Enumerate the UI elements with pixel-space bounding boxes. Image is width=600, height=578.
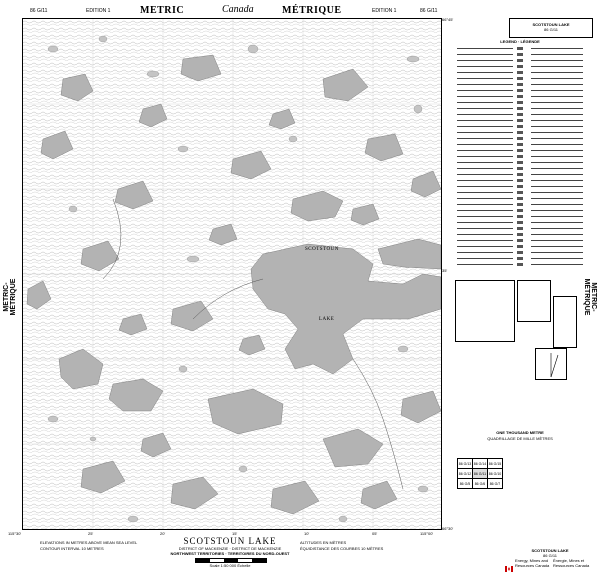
bottom-sheet: 86 G/11 bbox=[543, 553, 557, 558]
lon-mark-15: 15' bbox=[232, 531, 238, 536]
index-cell[interactable]: 86 G/15 bbox=[488, 459, 503, 469]
sheet-number-left: 86 G/11 bbox=[30, 8, 48, 14]
title-box bbox=[509, 18, 593, 38]
grid-zone-label: QUADRILLAGE DE MILLE MÈTRES bbox=[487, 436, 553, 441]
bottom-title: SCOTSTOUN LAKE bbox=[531, 548, 569, 553]
north-arrow-icon bbox=[536, 349, 566, 379]
legend-panel bbox=[445, 18, 595, 566]
index-cell[interactable]: 86 G/13 bbox=[458, 459, 473, 469]
elevation-note-en: ELEVATIONS IN METRES ABOVE MEAN SEA LEVEL bbox=[40, 540, 138, 545]
corner-ne-lat: 66°45' bbox=[442, 17, 454, 22]
place-name-scotstoun: SCOTSTOUN bbox=[305, 247, 339, 252]
district-subtitle: DISTRICT OF MACKENZIE · DISTRICT DE MACKENZIE bbox=[178, 546, 282, 551]
corner-sw-lon: 115°30' bbox=[8, 531, 22, 536]
title-box-name: SCOTSTOUN LAKE bbox=[532, 22, 570, 27]
lon-mark-20: 20' bbox=[160, 531, 166, 536]
adjoining-sheets-index bbox=[457, 458, 503, 489]
index-cell[interactable]: 86 G/6 bbox=[473, 479, 488, 489]
contour-note-en: CONTOUR INTERVAL 10 METRES bbox=[40, 546, 104, 551]
index-cell[interactable]: 86 G/7 bbox=[488, 479, 503, 489]
sheet-number-right: 86 G/11 bbox=[420, 8, 438, 14]
scale-label: Scale 1:50 000 Échelle bbox=[209, 563, 251, 568]
edition-right: EDITION 1 bbox=[372, 8, 397, 14]
agency-fr: Énergie, Mines et Ressources Canada bbox=[553, 558, 590, 568]
metric-label: METRIC bbox=[140, 5, 185, 16]
lon-mark-05: 05' bbox=[372, 531, 378, 536]
index-cell-current[interactable]: 86 G/11 bbox=[473, 469, 488, 479]
index-cell[interactable]: 86 G/14 bbox=[473, 459, 488, 469]
territory-subtitle: NORTHWEST TERRITORIES · TERRITOIRES DU NORD-OUEST bbox=[170, 551, 290, 556]
side-label-left: METRIC-MÉTRIQUE bbox=[3, 278, 17, 316]
canada-flag-icon bbox=[505, 559, 513, 565]
index-cell[interactable]: 86 G/5 bbox=[458, 479, 473, 489]
map-frame[interactable] bbox=[22, 18, 442, 530]
canada-wordmark: Canada bbox=[222, 4, 254, 15]
lon-mark-25: 25' bbox=[88, 531, 94, 536]
map-title: SCOTSTOUN LAKE bbox=[183, 536, 277, 546]
grid-reference-box bbox=[553, 296, 577, 348]
lat-mid-right: 35' bbox=[442, 268, 448, 273]
agency-en: Energy, Mines and Resources Canada bbox=[515, 558, 550, 568]
index-cell[interactable]: 86 G/12 bbox=[458, 469, 473, 479]
legend-title: LEGEND · LÉGENDE bbox=[500, 39, 540, 44]
lon-mark-10: 10' bbox=[304, 531, 310, 536]
reliability-diagram bbox=[517, 280, 551, 322]
elevation-note-fr: ALTITUDES EN MÈTRES bbox=[300, 540, 347, 545]
corner-se-lon: 115°00' bbox=[420, 531, 434, 536]
index-cell[interactable]: 86 G/10 bbox=[488, 469, 503, 479]
magnetic-north-diagram bbox=[535, 348, 567, 380]
one-thousand-metre-label: ONE THOUSAND METRE bbox=[496, 430, 544, 435]
edition-left: EDITION 1 bbox=[86, 8, 111, 14]
side-label-right: METRIC-MÉTRIQUE bbox=[583, 278, 597, 316]
corner-se-lat: 66°30' bbox=[442, 526, 454, 531]
metrique-label: MÉTRIQUE bbox=[282, 5, 342, 16]
contour-note-fr: ÉQUIDISTANCE DES COURBES 10 MÈTRES bbox=[300, 546, 384, 551]
declination-diagram bbox=[455, 280, 515, 342]
topographic-map bbox=[23, 19, 441, 529]
title-box-sheet: 86 G/11 bbox=[544, 27, 558, 32]
place-name-lake: LAKE bbox=[319, 317, 335, 322]
